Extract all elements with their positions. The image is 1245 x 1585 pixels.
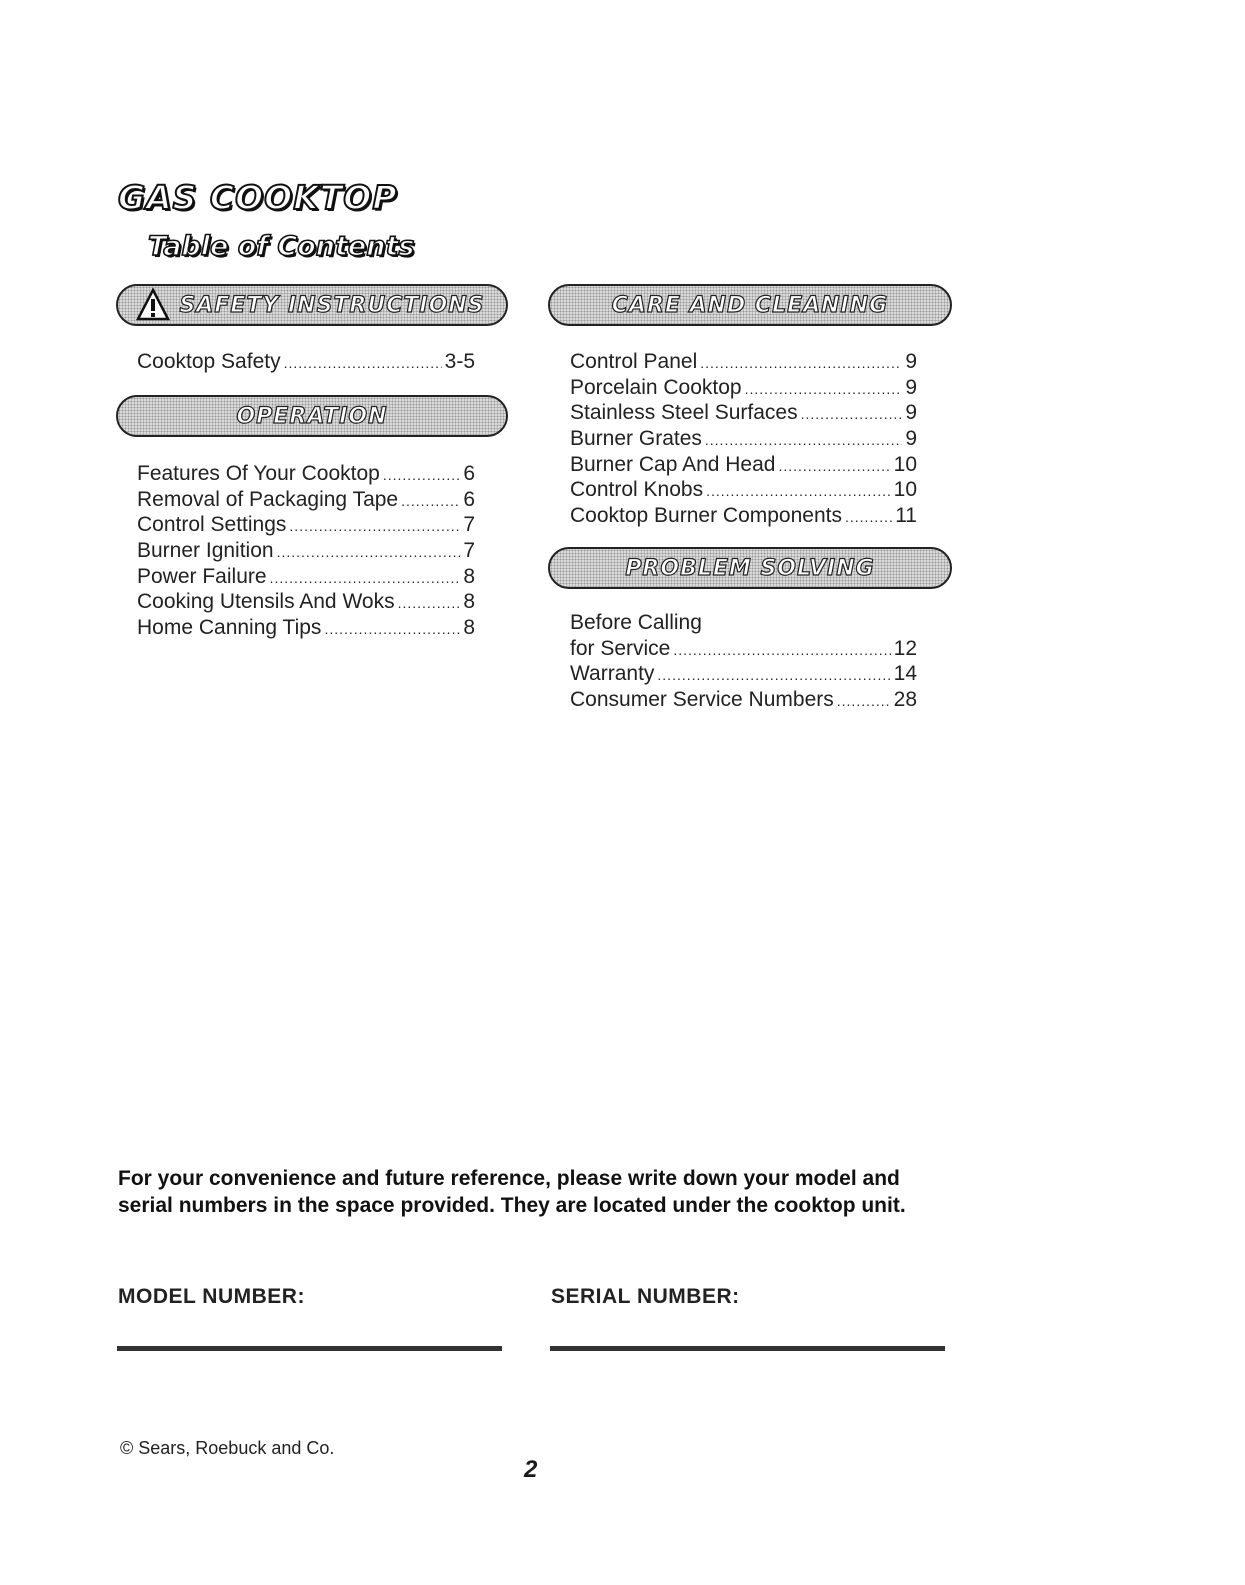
toc-entry-label: Warranty (570, 662, 655, 686)
toc-entry[interactable] (137, 513, 475, 539)
care-toc-list (570, 350, 917, 530)
toc-entry[interactable] (570, 350, 917, 376)
toc-entry-page: 12 (893, 636, 917, 660)
toc-entry-label: Features Of Your Cooktop (137, 462, 380, 485)
toc-entry-label: Stainless Steel Surfaces (570, 401, 798, 425)
toc-entry-page: 6 (463, 462, 475, 485)
toc-entry-label: Control Knobs (570, 478, 704, 502)
toc-entry-label: Control Panel (570, 350, 698, 373)
toc-entry[interactable] (137, 539, 475, 565)
problem-toc-list (570, 611, 917, 714)
toc-entry-page: 9 (905, 401, 917, 425)
toc-entry-label: Burner Cap And Head (570, 452, 776, 476)
toc-entry-label: for Service (570, 636, 671, 660)
operation-section-banner (116, 395, 508, 437)
before-calling-label: Before Calling (570, 611, 702, 634)
toc-entry-page: 3-5 (444, 350, 475, 373)
toc-entry-label: Power Failure (137, 564, 267, 588)
toc-entry[interactable] (137, 590, 475, 616)
toc-entry-page: 7 (463, 513, 475, 537)
model-number-line (117, 1346, 502, 1351)
operation-heading: OPERATION (236, 403, 388, 429)
safety-section-banner (116, 284, 508, 326)
care-section-banner (548, 284, 952, 326)
toc-entry[interactable] (570, 478, 917, 504)
toc-entry[interactable] (570, 453, 917, 479)
toc-entry[interactable] (570, 401, 917, 427)
toc-entry[interactable] (137, 462, 475, 488)
safety-toc-list (137, 350, 475, 376)
toc-entry-page: 9 (905, 350, 917, 373)
toc-entry[interactable] (137, 616, 475, 642)
toc-entry[interactable] (570, 637, 917, 663)
toc-entry-label: Burner Ignition (137, 539, 274, 563)
toc-entry-label: Home Canning Tips (137, 616, 322, 640)
warning-triangle-icon (136, 288, 170, 322)
safety-heading: SAFETY INSTRUCTIONS (179, 292, 485, 318)
toc-entry-page: 9 (905, 375, 917, 399)
toc-entry-label: Cooktop Burner Components (570, 504, 842, 528)
toc-entry[interactable] (570, 662, 917, 688)
toc-entry-label: Removal of Packaging Tape (137, 487, 399, 511)
toc-entry-label: Cooking Utensils And Woks (137, 590, 395, 614)
toc-entry-page: 6 (463, 487, 475, 511)
problem-section-banner (548, 547, 952, 589)
record-numbers-notice: For your convenience and future reference, please write down your model and serial numbers in the space provided. They are located under the cooktop unit. (118, 1167, 906, 1217)
toc-entry[interactable] (137, 488, 475, 514)
document-title: GAS COOKTOP (118, 178, 398, 217)
serial-number-line (550, 1346, 945, 1351)
toc-entry-label: Burner Grates (570, 427, 702, 451)
model-number-label: MODEL NUMBER: (118, 1285, 305, 1308)
toc-entry-label: Cooktop Safety (137, 350, 281, 373)
serial-number-label: SERIAL NUMBER: (551, 1285, 740, 1308)
toc-entry-label: Consumer Service Numbers (570, 688, 834, 712)
toc-entry[interactable] (570, 427, 917, 453)
copyright-notice: © Sears, Roebuck and Co. (120, 1438, 335, 1458)
toc-entry-page: 10 (893, 478, 917, 502)
toc-subtitle: Table of Contents (148, 231, 415, 262)
toc-entry-page: 10 (893, 452, 917, 476)
toc-entry-label: Control Settings (137, 513, 287, 537)
toc-entry[interactable] (570, 688, 917, 714)
toc-entry-page: 7 (463, 539, 475, 563)
problem-heading: PROBLEM SOLVING (625, 555, 875, 581)
toc-entry-label: Porcelain Cooktop (570, 375, 742, 399)
toc-entry-heading (570, 611, 917, 637)
toc-entry-page: 9 (905, 427, 917, 451)
toc-entry[interactable] (137, 350, 475, 376)
toc-entry[interactable] (137, 565, 475, 591)
toc-entry-page: 28 (893, 688, 917, 712)
toc-entry-page: 8 (463, 590, 475, 614)
toc-entry-page: 14 (893, 662, 917, 686)
care-heading: CARE AND CLEANING (611, 292, 889, 318)
toc-entry-page: 11 (895, 504, 917, 528)
toc-entry[interactable] (570, 504, 917, 530)
toc-entry[interactable] (570, 376, 917, 402)
operation-toc-list (137, 462, 475, 642)
page-number: 2 (524, 1456, 538, 1483)
toc-entry-page: 8 (463, 564, 475, 588)
toc-entry-page: 8 (463, 616, 475, 640)
